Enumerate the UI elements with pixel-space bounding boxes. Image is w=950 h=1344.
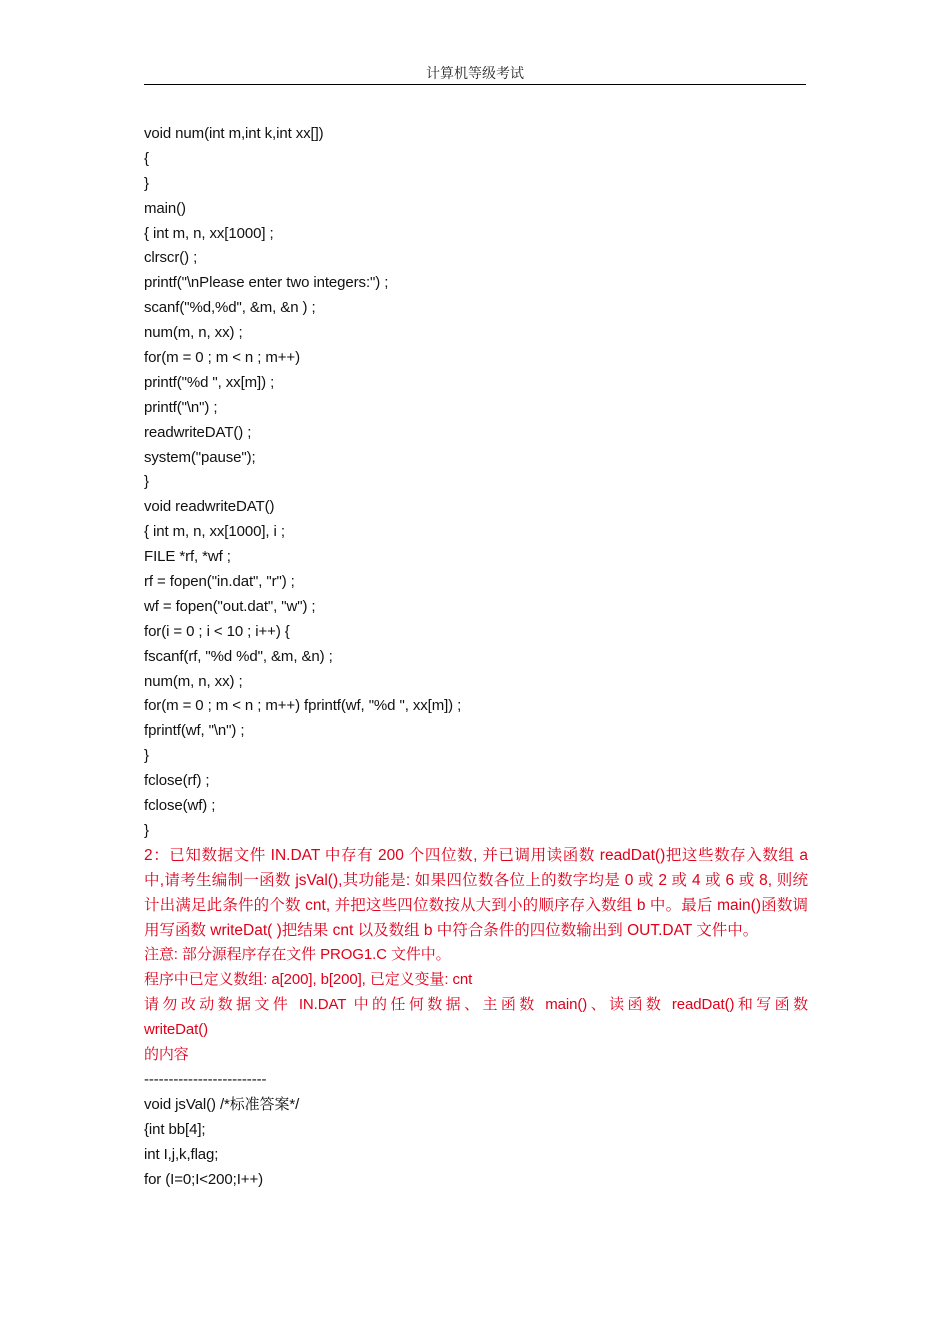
code-line: } — [144, 473, 149, 491]
code-line: } — [144, 174, 149, 192]
task-defined-vars: 程序中已定义数组: a[200], b[200], 已定义变量: cnt — [144, 971, 473, 989]
code-line: fprintf(wf, "\n") ; — [144, 722, 245, 740]
code-line: { int m, n, xx[1000] ; — [144, 224, 274, 242]
page-header-title: 计算机等级考试 — [426, 66, 524, 82]
code-block-top — [144, 122, 808, 844]
code-line: num(m, n, xx) ; — [144, 324, 243, 342]
code-line: } — [144, 821, 149, 839]
code-line: printf("\nPlease enter two integers:") ; — [144, 274, 389, 292]
task-warning-line-1: 请勿改动数据文件 IN.DAT 中的任何数据、主函数 main()、读函数 readDat()和写函数 — [144, 996, 808, 1014]
code-line: int I,j,k,flag; — [144, 1145, 219, 1163]
code-line: void readwriteDAT() — [144, 498, 275, 516]
task-description: 2：已知数据文件 IN.DAT 中存有 200 个四位数, 并已调用读函数 readDat()把这些数存入数组 a 中,请考生编制一函数 jsVal(),其功能是: 如果四位数各位上的数字均是 0 或 2 或 4 或 6 或 8, 则统计出满足此条件的个数 cnt, 并把这些四位数按从大到小的顺序存入数组 b 中。最后 main()函数调用写函数 writeDat( )把结果 cnt 以及数组 b 中符合条件的四位数输出到 OUT.DAT 文件中。 — [144, 846, 808, 939]
code-line: {int bb[4]; — [144, 1120, 206, 1138]
code-line: printf("%d ", xx[m]) ; — [144, 373, 275, 391]
separator-line: ------------------------- — [144, 1070, 267, 1088]
code-line: FILE *rf, *wf ; — [144, 548, 231, 566]
code-line: main() — [144, 199, 186, 217]
code-line: scanf("%d,%d", &m, &n ) ; — [144, 299, 316, 317]
code-line: { — [144, 149, 149, 167]
task-note: 注意: 部分源程序存在文件 PROG1.C 文件中。 — [144, 946, 451, 964]
code-line: fclose(rf) ; — [144, 772, 210, 790]
header-divider — [144, 84, 806, 85]
code-line: for(m = 0 ; m < n ; m++) — [144, 349, 300, 367]
task-warning-line-2: writeDat() — [144, 1021, 209, 1039]
code-line: for (I=0;I<200;I++) — [144, 1170, 264, 1188]
code-line: void jsVal() /*标准答案*/ — [144, 1095, 300, 1113]
task-warning-line-3: 的内容 — [144, 1046, 189, 1064]
code-line: num(m, n, xx) ; — [144, 672, 243, 690]
code-block-bottom — [144, 1093, 808, 1193]
code-line: void num(int m,int k,int xx[]) — [144, 125, 324, 142]
code-line: for(i = 0 ; i < 10 ; i++) { — [144, 622, 290, 640]
code-line: fscanf(rf, "%d %d", &m, &n) ; — [144, 647, 333, 665]
code-line: readwriteDAT() ; — [144, 423, 252, 441]
code-line: for(m = 0 ; m < n ; m++) fprintf(wf, "%d ", xx[m]) ; — [144, 697, 462, 715]
code-line: rf = fopen("in.dat", "r") ; — [144, 573, 295, 591]
code-line: system("pause"); — [144, 448, 256, 466]
code-line: fclose(wf) ; — [144, 797, 216, 815]
code-line: wf = fopen("out.dat", "w") ; — [144, 597, 316, 615]
document-body — [144, 122, 808, 1192]
code-line: clrscr() ; — [144, 249, 198, 267]
code-line: { int m, n, xx[1000], i ; — [144, 523, 285, 541]
code-line: } — [144, 747, 149, 765]
code-line: printf("\n") ; — [144, 398, 218, 416]
